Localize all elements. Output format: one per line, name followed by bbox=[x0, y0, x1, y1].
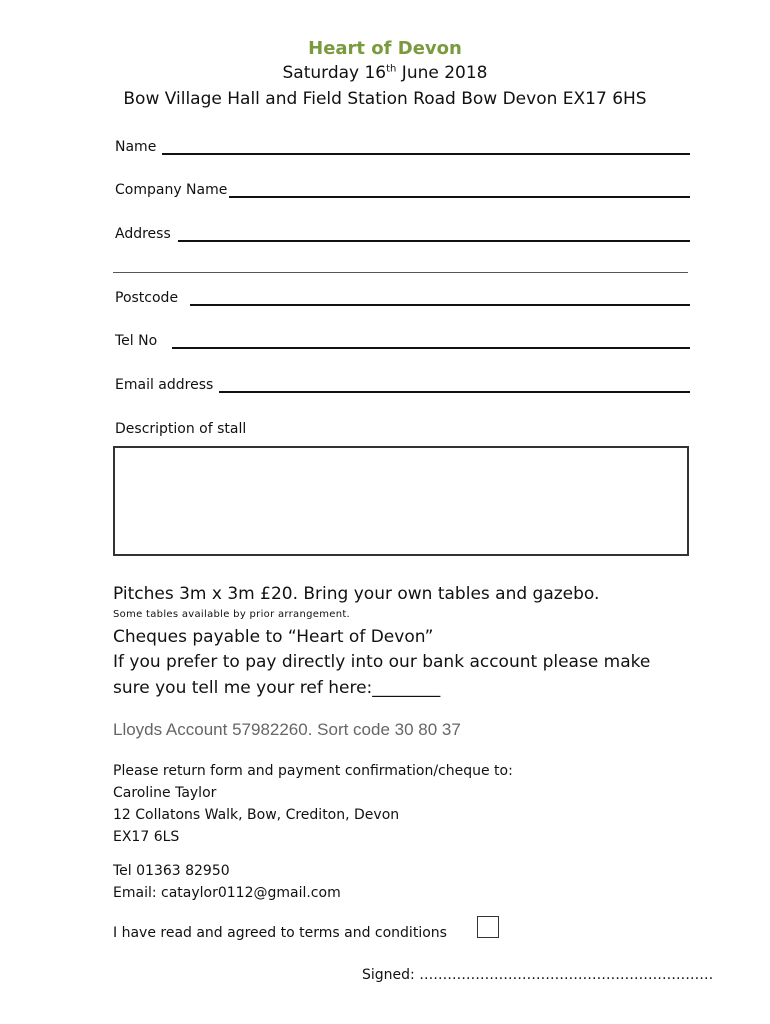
contact-tel: Tel 01363 82950 bbox=[113, 863, 230, 879]
terms-checkbox[interactable] bbox=[477, 916, 499, 938]
postcode-label: Postcode bbox=[115, 290, 179, 306]
address-label: Address bbox=[115, 226, 171, 242]
return-address bbox=[113, 760, 513, 848]
contact-details bbox=[113, 860, 341, 904]
cheques-info: Cheques payable to “Heart of Devon” bbox=[113, 627, 434, 647]
date-prefix: Saturday 16 bbox=[282, 63, 387, 83]
company-name-label: Company Name bbox=[115, 182, 228, 198]
tel-label: Tel No bbox=[115, 333, 158, 349]
return-intro: Please return form and payment confirmation/cheque to: bbox=[113, 763, 513, 779]
signature-line[interactable]: Signed: ……………………………………………………… bbox=[362, 967, 714, 983]
date-suffix-sup: th bbox=[386, 63, 397, 75]
company-name-field[interactable] bbox=[229, 196, 690, 198]
email-label: Email address bbox=[115, 377, 214, 393]
tel-field[interactable] bbox=[172, 347, 690, 349]
name-label: Name bbox=[115, 139, 157, 155]
description-textarea[interactable] bbox=[113, 446, 689, 556]
terms-label: I have read and agreed to terms and conditions bbox=[113, 925, 447, 941]
pitches-info: Pitches 3m x 3m £20. Bring your own tables and gazebo. bbox=[113, 584, 600, 604]
description-label: Description of stall bbox=[115, 421, 247, 437]
return-street: 12 Collatons Walk, Bow, Crediton, Devon bbox=[113, 807, 400, 823]
address-field[interactable] bbox=[178, 240, 690, 242]
event-venue: Bow Village Hall and Field Station Road Bow Devon EX17 6HS bbox=[123, 89, 647, 109]
email-field[interactable] bbox=[219, 391, 690, 393]
return-name: Caroline Taylor bbox=[113, 785, 217, 801]
postcode-field[interactable] bbox=[190, 304, 690, 306]
tables-note: Some tables available by prior arrangement. bbox=[113, 609, 351, 620]
address-field-line2[interactable] bbox=[113, 272, 688, 273]
form-title: Heart of Devon bbox=[308, 38, 462, 59]
bank-info-line1: If you prefer to pay directly into our bank account please make bbox=[113, 652, 651, 672]
date-month-year: June 2018 bbox=[396, 63, 488, 83]
contact-email: Email: cataylor0112@gmail.com bbox=[113, 885, 341, 901]
bank-account-details: Lloyds Account 57982260. Sort code 30 80 37 bbox=[113, 720, 461, 739]
event-date bbox=[0, 63, 770, 83]
return-postcode: EX17 6LS bbox=[113, 829, 180, 845]
name-field[interactable] bbox=[162, 153, 690, 155]
bank-info-line2: sure you tell me your ref here:________ bbox=[113, 678, 441, 698]
